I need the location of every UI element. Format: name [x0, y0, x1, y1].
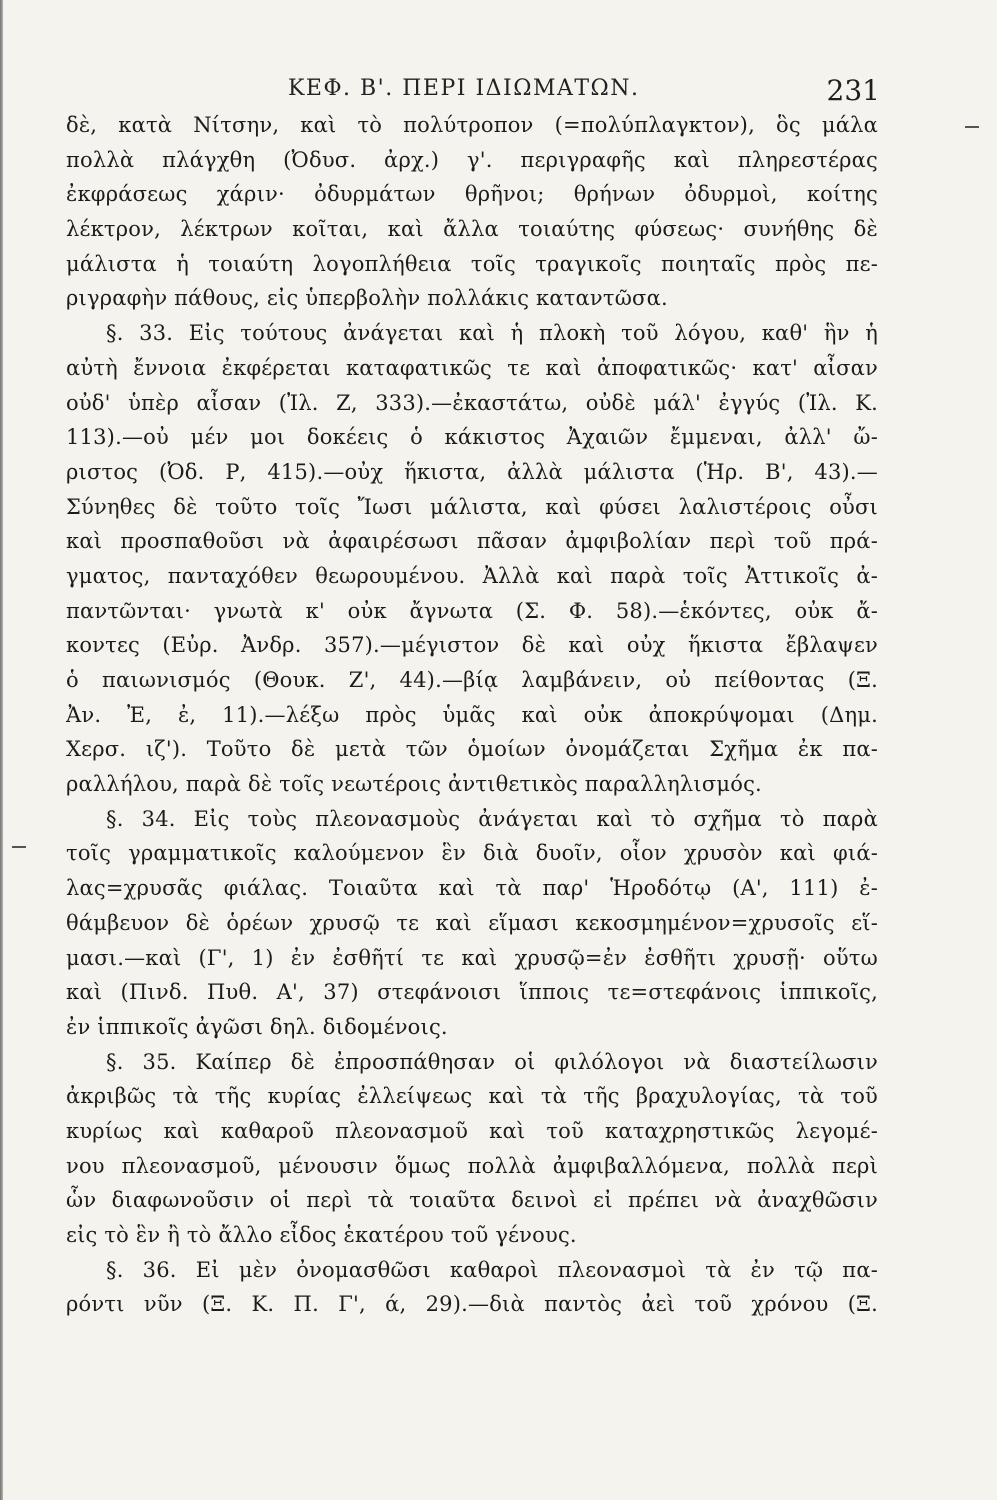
text-line: μάλιστα ἡ τοιαύτη λογοπλήθεια τοῖς τραγικοῖς ποιηταῖς πρὸς πε- [66, 251, 878, 276]
text-line: γματος, πανταχόθεν θεωρουμένου. Ἀλλὰ καὶ παρὰ τοῖς Ἀττικοῖς ἀ- [66, 563, 878, 588]
text-line: νου πλεονασμοῦ, μένουσιν ὅμως πολλὰ ἀμφιβαλλόμενα, πολλὰ περὶ [66, 1153, 878, 1178]
text-line: Σύνηθες δὲ τοῦτο τοῖς Ἴωσι μάλιστα, καὶ φύσει λαλιστέροις οὖσι [66, 494, 878, 519]
text-line: ὁ παιωνισμός (Θουκ. Ζ', 44).—βίᾳ λαμβάνειν, οὐ πείθοντας (Ξ. [66, 668, 878, 692]
body-text [66, 108, 878, 1322]
text-line: δὲ, κατὰ Νίτσην, καὶ τὸ πολύτροπον (=πολύπλαγκτον), ὃς μάλα [66, 113, 878, 137]
text-line: ἐν ἱππικοῖς ἀγῶσι δηλ. διδομένοις. [66, 1014, 448, 1039]
text-line: οὐδ' ὑπὲρ αἶσαν (Ἰλ. Ζ, 333).—ἐκαστάτω, οὐδὲ μάλ' ἐγγύς (Ἰλ. Κ. [66, 390, 878, 415]
binding-edge [0, 0, 3, 1500]
text-line: αὐτὴ ἔννοια ἐκφέρεται καταφατικῶς τε καὶ ἀποφατικῶς· κατ' αἶσαν [66, 355, 878, 380]
text-line: §. 33. Εἰς τούτους ἀνάγεται καὶ ἡ πλοκὴ τοῦ λόγου, καθ' ἣν ἡ [106, 321, 878, 346]
text-line: §. 36. Εἰ μὲν ὀνομασθῶσι καθαροὶ πλεονασμοὶ τὰ ἐν τῷ πα- [106, 1257, 878, 1282]
text-line: λας=χρυσᾶς φιάλας. Τοιαῦτα καὶ τὰ παρ' Ἡροδότῳ (Α', 111) ἐ- [66, 876, 878, 901]
text-line: πολλὰ πλάγχθη (Ὀδυσ. ἀρχ.) γ'. περιγραφῆς καὶ πληρεστέρας [66, 147, 878, 172]
text-line: καὶ προσπαθοῦσι νὰ ἀφαιρέσωσι πᾶσαν ἀμφιβολίαν περὶ τοῦ πρά- [66, 529, 878, 554]
text-line: ἐκφράσεως χάριν· ὀδυρμάτων θρῆνοι; θρήνων ὀδυρμοὶ, κοίτης [66, 182, 878, 207]
text-line: Χερσ. ιζ'). Τοῦτο δὲ μετὰ τῶν ὁμοίων ὀνομάζεται Σχῆμα ἐκ πα- [66, 737, 878, 762]
text-line: ρόντι νῦν (Ξ. Κ. Π. Γ', ά, 29).—διὰ παντὸς ἀεὶ τοῦ χρόνου (Ξ. [66, 1292, 878, 1317]
text-line: ριγραφὴν πάθους, εἰς ὑπερβολὴν πολλάκις καταντῶσα. [66, 286, 668, 311]
text-line: θάμβευον δὲ ὁρέων χρυσῷ τε καὶ εἵμασι κεκοσμημένον=χρυσοῖς εἵ- [66, 910, 878, 935]
text-line: §. 34. Εἰς τοὺς πλεονασμοὺς ἀνάγεται καὶ τὸ σχῆμα τὸ παρὰ [106, 806, 878, 831]
text-line: Ἀν. Ἐ, ἐ, 11).—λέξω πρὸς ὑμᾶς καὶ οὐκ ἀποκρύψομαι (Δημ. [66, 702, 878, 727]
text-line: ἀκριβῶς τὰ τῆς κυρίας ἐλλείψεως καὶ τὰ τῆς βραχυλογίας, τὰ τοῦ [66, 1084, 878, 1109]
text-line: τοῖς γραμματικοῖς καλούμενον ἓν διὰ δυοῖν, οἷον χρυσὸν καὶ φιά- [66, 841, 878, 866]
edge-mark [12, 846, 26, 848]
text-line: παντῶνται· γνωτὰ κ' οὐκ ἄγνωτα (Σ. Φ. 58).—ἑκόντες, οὐκ ἄ- [66, 598, 878, 623]
text-line: κυρίως καὶ καθαροῦ πλεονασμοῦ καὶ τοῦ καταχρηστικῶς λεγομέ- [66, 1118, 878, 1143]
running-title: ΚΕΦ. Β'. ΠΕΡΙ ΙΔΙΩΜΑΤΩΝ. [288, 76, 640, 101]
page-number: 231 [826, 74, 880, 107]
text-line: ριστος (Ὀδ. Ρ, 415).—οὐχ ἥκιστα, ἀλλὰ μάλιστα (Ἡρ. Β', 43).— [66, 459, 878, 484]
text-line: 113).—οὐ μέν μοι δοκέεις ὁ κάκιστος Ἀχαιῶν ἔμμεναι, ἀλλ' ὤ- [66, 425, 878, 450]
text-line: μασι.—καὶ (Γ', 1) ἐν ἐσθῆτί τε καὶ χρυσῷ=ἐν ἐσθῆτι χρυσῇ· οὕτω [66, 945, 878, 970]
text-line: εἰς τὸ ἓν ἢ τὸ ἄλλο εἶδος ἑκατέρου τοῦ γένους. [66, 1223, 577, 1247]
text-line: ραλλήλου, παρὰ δὲ τοῖς νεωτέροις ἀντιθετικὸς παραλληλισμός. [66, 772, 762, 797]
text-line: κοντες (Εὐρ. Ἀνδρ. 357).—μέγιστον δὲ καὶ οὐχ ἥκιστα ἔβλαψεν [66, 633, 878, 658]
text-line: ὧν διαφωνοῦσιν οἱ περὶ τὰ τοιαῦτα δεινοὶ εἰ πρέπει νὰ ἀναχθῶσιν [66, 1188, 878, 1213]
text-line: §. 35. Καίπερ δὲ ἐπροσπάθησαν οἱ φιλόλογοι νὰ διαστείλωσιν [106, 1049, 878, 1074]
text-line: καὶ (Πινδ. Πυθ. Α', 37) στεφάνοισι ἵπποις τε=στεφάνοις ἱππικοῖς, [66, 980, 878, 1005]
text-line: λέκτρον, λέκτρων κοῖται, καὶ ἄλλα τοιαύτης φύσεως· συνήθης δὲ [66, 217, 878, 242]
edge-mark [965, 126, 979, 128]
